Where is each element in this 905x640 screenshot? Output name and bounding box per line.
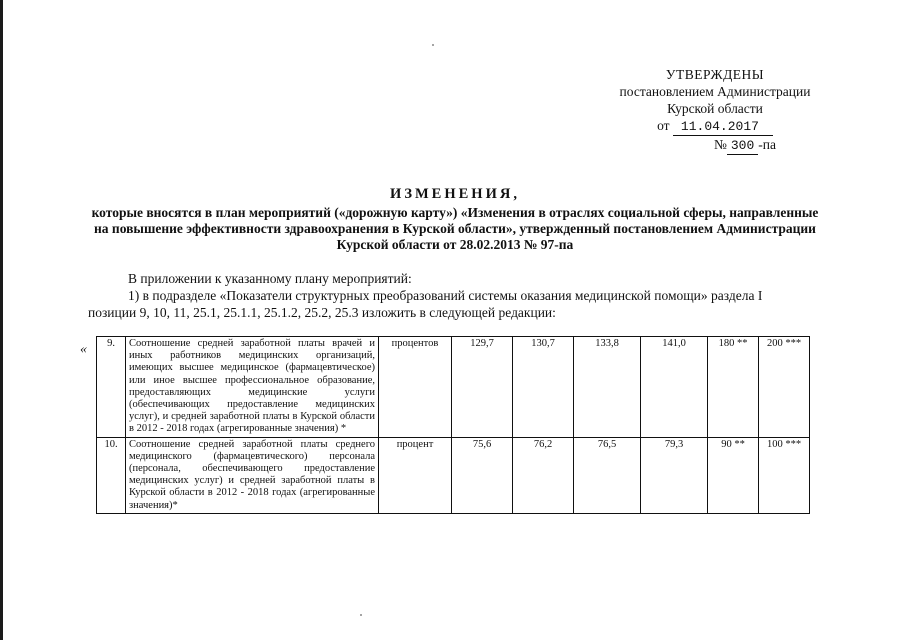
- intro-paragraph-2-cont: позиции 9, 10, 11, 25.1, 25.1.1, 25.1.2, 25.2, 25.3 изложить в следующей редакции:: [88, 305, 556, 320]
- approval-date: 11.04.2017: [673, 118, 773, 136]
- approval-date-row: [600, 117, 830, 136]
- row-value: 76,2: [513, 437, 574, 513]
- title-subtitle: которые вносятся в план мероприятий («дорожную карту») «Изменения в отраслях социальной сферы, направленные на повышение эффективности здравоохранения в Курской области», утвержденный постановлением Администрации Курской области от 28.02.2013 № 97-па: [91, 205, 819, 252]
- approval-heading: УТВЕРЖДЕНЫ: [665, 67, 765, 82]
- row-value: 129,7: [452, 337, 513, 438]
- approval-number: 300: [727, 137, 758, 155]
- document-title: [90, 186, 820, 253]
- row-unit: процент: [379, 437, 452, 513]
- row-value: 90 **: [708, 437, 759, 513]
- row-number: 9.: [97, 337, 126, 438]
- intro-paragraph-1: В приложении к указанному плану мероприятий:: [128, 271, 412, 286]
- number-prefix: №: [713, 137, 727, 152]
- scan-speck: [432, 44, 434, 46]
- row-description: Соотношение средней заработной платы врачей и иных работников медицинских организаций, имеющих высшее медицинское (фармацевтическое) или иное высшее профессиональное образование, предоставляющих медицинские услуги (обеспечивающих предоставление медицинских услуг), и средней заработной платы в Курской области в 2012 - 2018 годах (агрегированные значения) *: [126, 337, 379, 438]
- table-row: [97, 337, 810, 438]
- row-value: 75,6: [452, 437, 513, 513]
- row-number: 10.: [97, 437, 126, 513]
- row-value: 130,7: [513, 337, 574, 438]
- row-description: Соотношение средней заработной платы среднего медицинского (фармацевтического) персонала (персонала, обеспечивающего предоставление медицинских услуг) и средней заработной платы в Курской области в 2012 - 2018 годах (агрегированные значения)*: [126, 437, 379, 513]
- margin-mark: «: [80, 342, 87, 357]
- approval-line-1: постановлением Администрации: [619, 84, 811, 99]
- title-main: ИЗМЕНЕНИЯ,: [390, 186, 520, 202]
- indicators-table: [96, 336, 810, 514]
- date-prefix: от: [657, 118, 670, 133]
- intro-paragraph-2: 1) в подразделе «Показатели структурных преобразований системы оказания медицинской помощи» раздела I: [128, 288, 763, 303]
- row-value: 180 **: [708, 337, 759, 438]
- row-unit: процентов: [379, 337, 452, 438]
- row-value: 141,0: [641, 337, 708, 438]
- row-value: 200 ***: [759, 337, 810, 438]
- approval-number-row: [600, 136, 830, 155]
- number-suffix: -па: [758, 137, 776, 152]
- approval-line-2: Курской области: [667, 101, 763, 116]
- row-value: 100 ***: [759, 437, 810, 513]
- scan-edge: [0, 0, 3, 640]
- intro-text: [88, 270, 858, 321]
- row-value: 76,5: [574, 437, 641, 513]
- row-value: 133,8: [574, 337, 641, 438]
- table-row: [97, 437, 810, 513]
- row-value: 79,3: [641, 437, 708, 513]
- scan-speck: [360, 614, 362, 616]
- approval-stamp: [600, 66, 830, 155]
